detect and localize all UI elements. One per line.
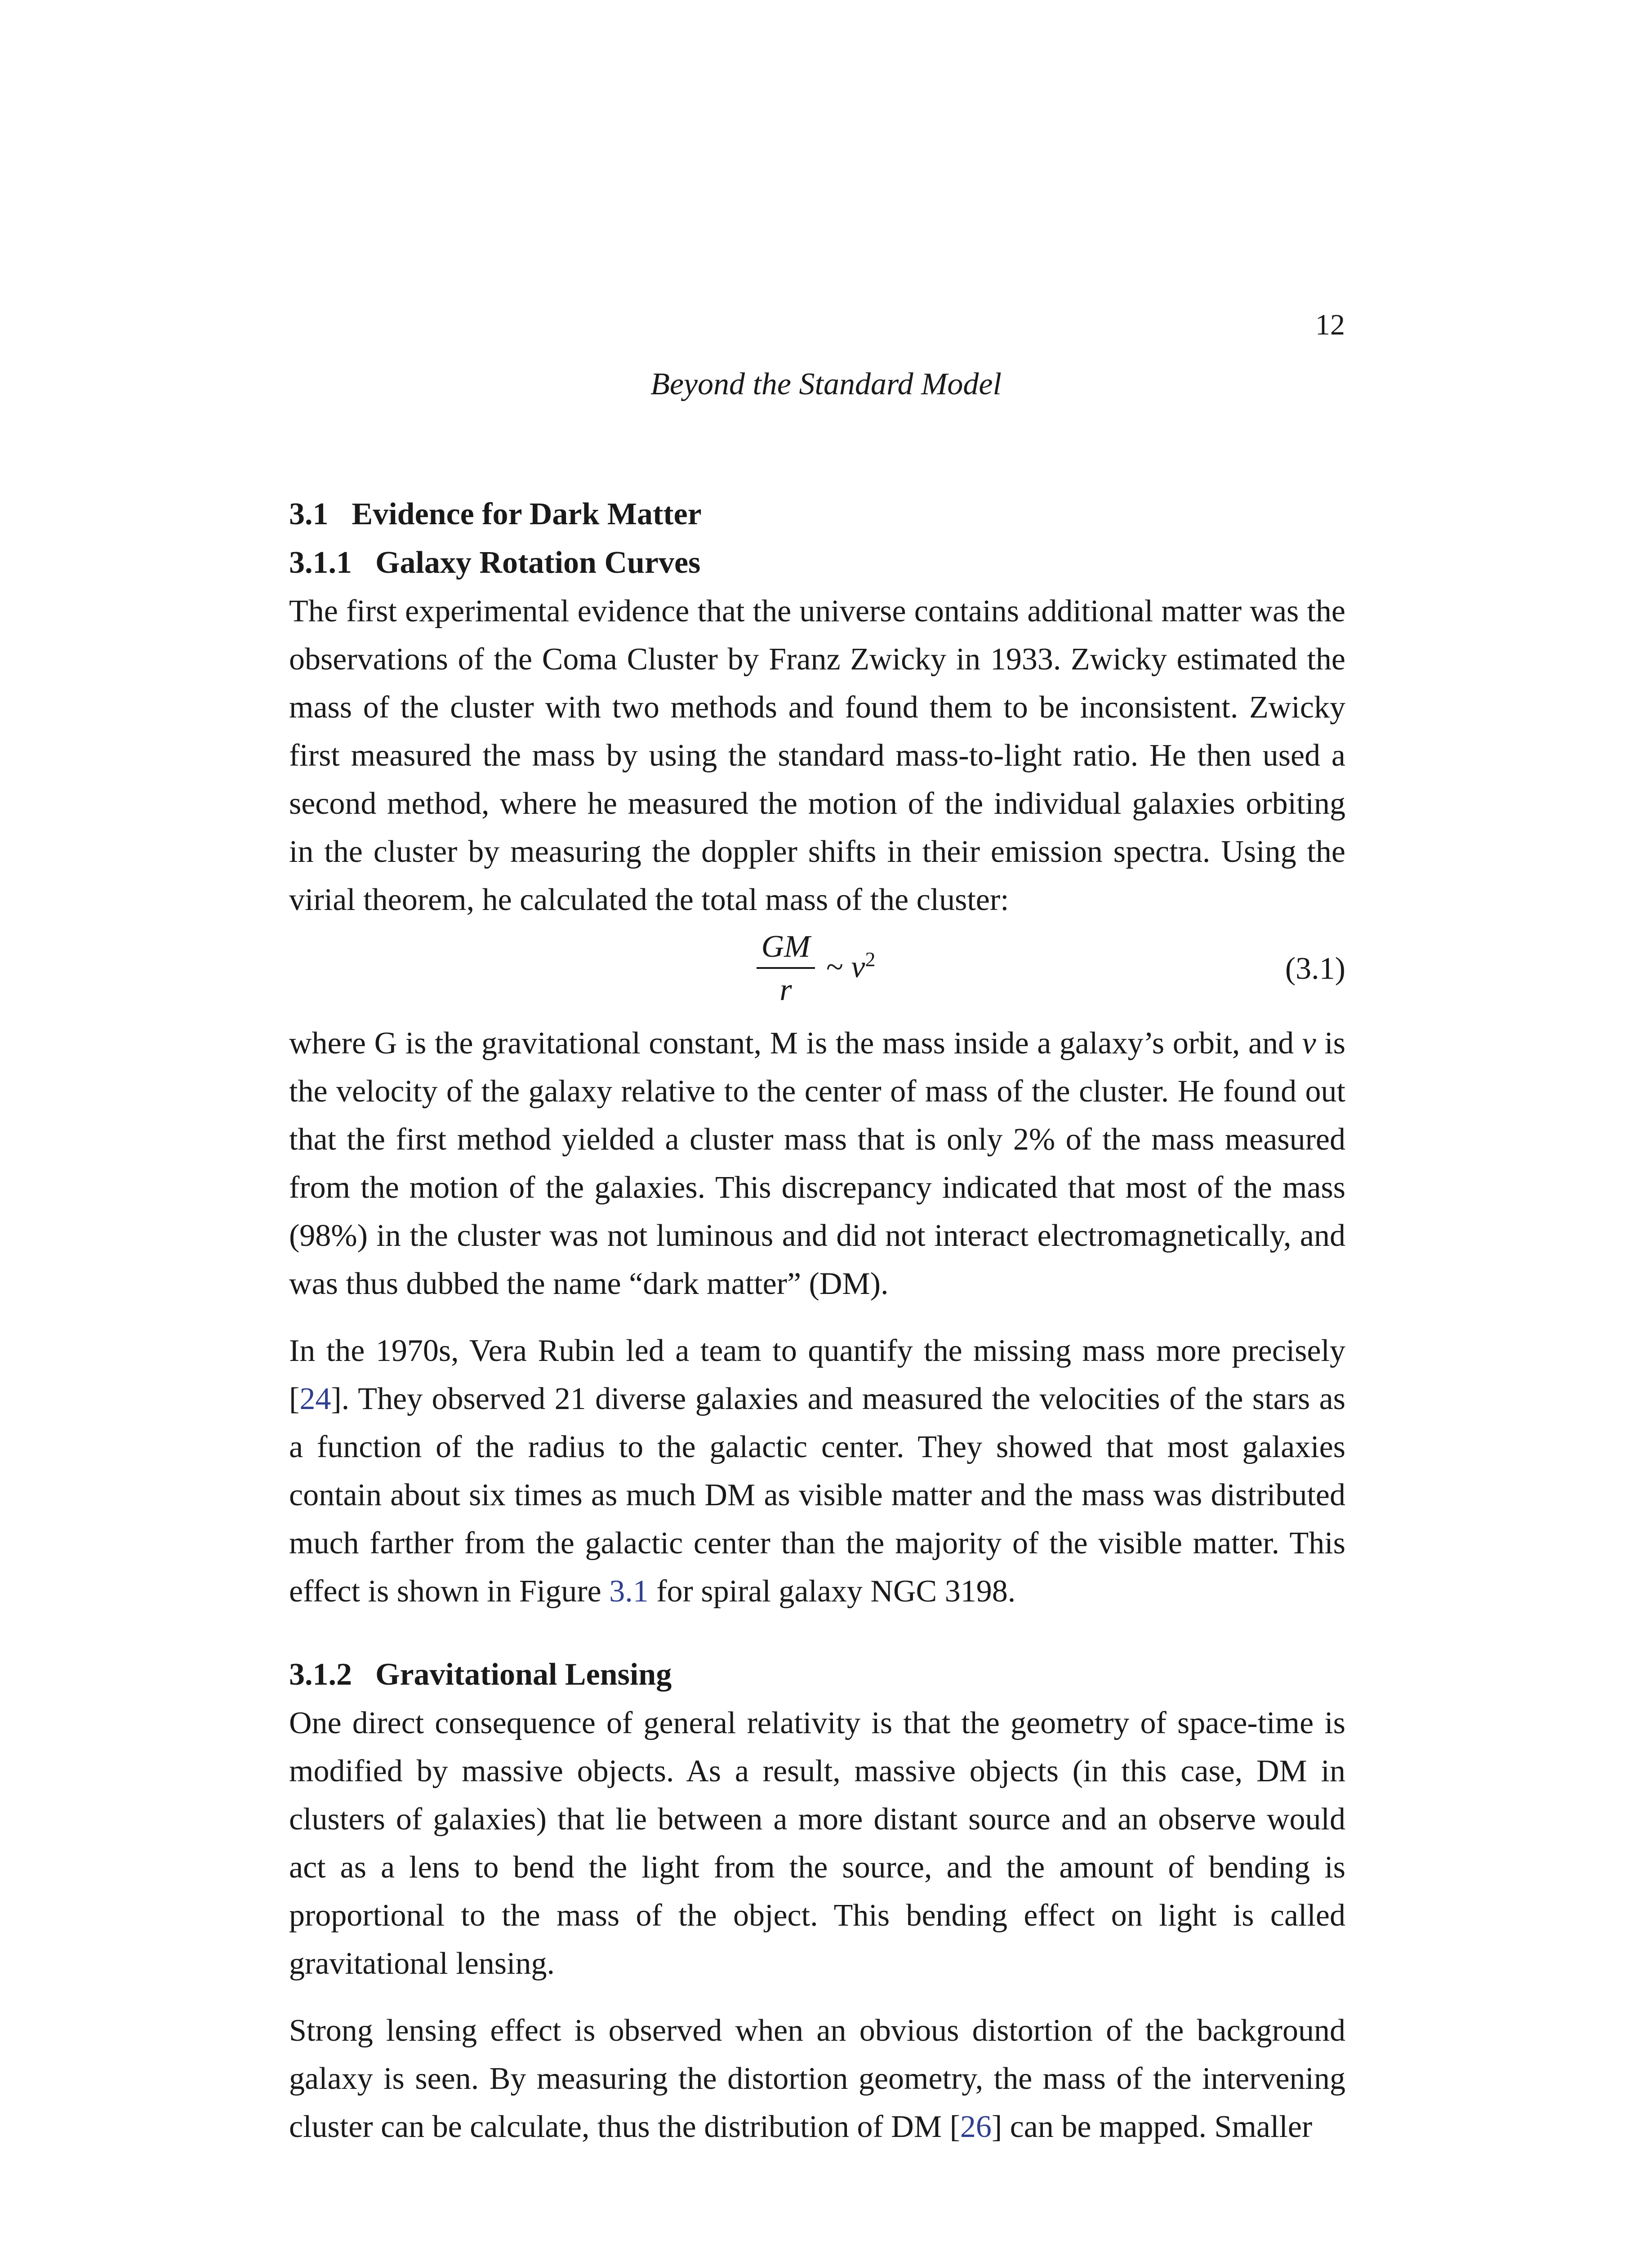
text-run: In the 1970s, Vera Rubin led a team to quantify the missing mass more precisely [ (289, 1334, 1345, 1416)
subsection-number: 3.1.2 (289, 1657, 352, 1692)
running-head: Beyond the Standard Model (650, 367, 1002, 401)
equation-3-1 (289, 924, 1345, 1019)
section-number: 3.1 (289, 497, 329, 531)
equation-fraction (757, 928, 815, 1008)
subsection-title: Gravitational Lensing (375, 1657, 672, 1692)
equation-exponent: 2 (865, 948, 876, 971)
subsection-title: Galaxy Rotation Curves (375, 545, 701, 580)
citation-link-26[interactable]: 26 (960, 2110, 992, 2144)
section-heading-3-1 (289, 490, 1345, 539)
equation-rhs-variable: v (851, 950, 865, 985)
text-run: for spiral galaxy NGC 3198. (648, 1574, 1016, 1609)
text-run: ]. They observed 21 diverse galaxies and measured the velocities of the stars as a function of the radius to the galactic center. They showed that most galaxies contain about six times as much DM as visible matter and the mass was distributed much farther from the galactic center than the majority of the visible matter. This effect is shown in Figure (289, 1382, 1345, 1609)
text-run: where G is the gravitational constant, M is the mass inside a galaxy’s orbit, and (289, 1026, 1302, 1061)
subsection-heading-3-1-2 (289, 1650, 1345, 1699)
text-run: Strong lensing effect is observed when an obvious distortion of the background galaxy is seen. By measuring the distortion geometry, the mass of the intervening cluster can be calculate, thus the distribution of DM [ (289, 2013, 1345, 2144)
subsection-heading-3-1-1 (289, 539, 1345, 587)
paragraph-dark-matter (289, 1019, 1345, 1308)
paragraph-zwicky: The first experimental evidence that the universe contains additional matter was the observations of the Coma Cluster by Franz Zwicky in 1933. Zwicky estimated the mass of the cluster with two methods and found them to be inconsistent. Zwicky first measured the mass by using the standard mass-to-light ratio. He then used a second method, where he measured the motion of the individual galaxies orbiting in the cluster by measuring the doppler shifts in their emission spectra. Using the virial theorem, he calculated the total mass of the cluster: (289, 594, 1345, 917)
equation-denominator: r (779, 972, 792, 1007)
text-run: is the velocity of the galaxy relative to the center of mass of the cluster. He found out that the first method yielded a cluster mass that is only 2% of the mass measured from the motion of the galaxies. This discrepancy indicated that most of the mass (98%) in the cluster was not luminous and did not interact electromagnetically, and was thus dubbed the name “dark matter” (DM). (289, 1026, 1345, 1301)
figure-link-3-1[interactable]: 3.1 (609, 1574, 649, 1609)
equation-rhs (826, 947, 875, 985)
paragraph-lensing: One direct consequence of general relativity is that the geometry of space-time is modified by massive objects. As a result, massive objects (in this case, DM in clusters of galaxies) that lie between a more distant source and an observe would act as a lens to bend the light from the source, and the amount of bending is proportional to the mass of the object. This bending effect on light is called gravitational lensing. (289, 1706, 1345, 1981)
page-number: 12 (1315, 308, 1345, 341)
citation-link-24[interactable]: 24 (299, 1382, 331, 1416)
fraction-bar (757, 967, 815, 969)
subsection-number: 3.1.1 (289, 545, 352, 580)
section-title: Evidence for Dark Matter (352, 497, 702, 531)
text-run: ] can be mapped. Smaller (991, 2110, 1313, 2144)
page-body (289, 490, 1345, 2151)
paragraph-strong-lensing (289, 2007, 1345, 2151)
velocity-variable: v (1302, 1026, 1316, 1061)
equation-numerator: GM (761, 929, 810, 964)
equation-relation: ~ (826, 950, 843, 985)
paragraph-rubin (289, 1327, 1345, 1615)
equation-label: (3.1) (1285, 951, 1345, 986)
